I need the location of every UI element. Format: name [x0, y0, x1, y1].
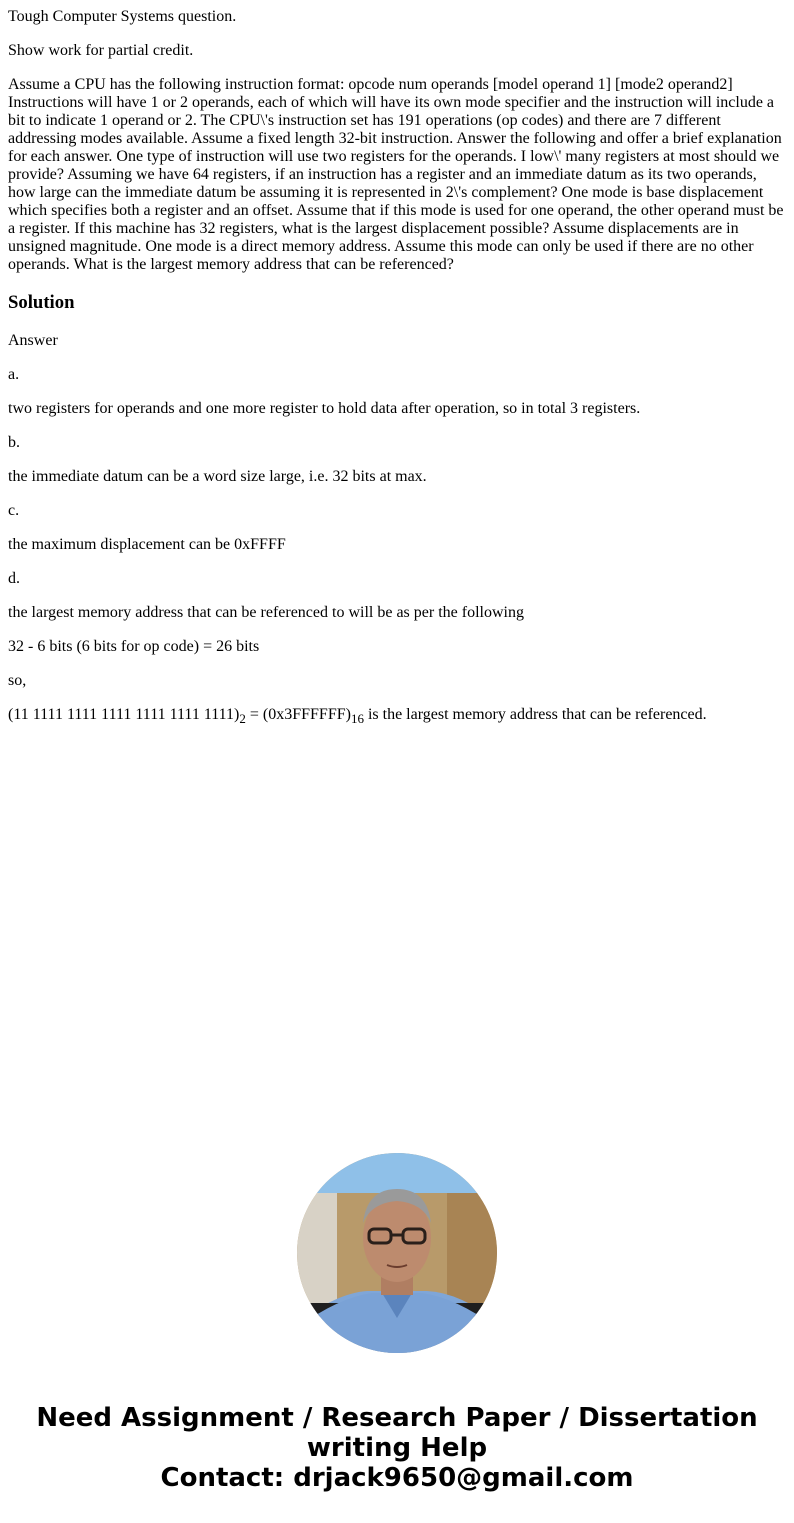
footer-line-1: Need Assignment / Research Paper / Dissertation: [36, 1403, 758, 1433]
answer-d-calc: 32 - 6 bits (6 bits for op code) = 26 bits: [8, 638, 260, 655]
answer-d-so: so,: [8, 672, 27, 689]
answer-c-text: the maximum displacement can be 0xFFFF: [8, 536, 286, 553]
answer-label: Answer: [8, 332, 58, 349]
footer-contact: Contact: drjack9650@gmail.com: [160, 1463, 634, 1493]
hex-value: = (0x3FFFFFF): [245, 706, 351, 723]
answer-d-label: d.: [8, 570, 20, 587]
footer-line-2: writing Help: [306, 1433, 488, 1463]
answer-a-text: two registers for operands and one more register to hold data after operation, so in total 3 registers.: [8, 400, 641, 417]
question-instruction: Show work for partial credit.: [8, 42, 194, 59]
document: [0, 0, 794, 724]
author-photo: [297, 1153, 497, 1353]
binary-base: 2: [239, 711, 246, 726]
hex-base: 16: [350, 711, 364, 726]
question-body: Assume a CPU has the following instruction format: opcode num operands [model operand 1] [mode2 operand2] Instructions will have 1 or 2 operands, each of which will have its own mode specifier and the instruction will include a bit to indicate 1 operand or 2. The CPU\'s instruction set has 191 operations (op codes) and there are 7 different addressing modes available. Assume a fixed length 32-bit instruction. Answer the following and offer a brief explanation for each answer. One type of instruction will use two registers for the operands. I low\' many registers at most should we provide? Assuming we have 64 registers, if an instruction has a register and an immediate datum as its two operands, how large can the immediate datum be assuming it is represented in 2\'s complement? One mode is base displacement which specifies both a register and an offset. Assume that if this mode is used for one operand, the other operand must be a register. If this machine has 32 registers, what is the largest displacement possible? Assume displacements are in unsigned magnitude. One mode is a direct memory address. Assume this mode can only be used if there are no other operands. What is the largest memory address that can be referenced?: [8, 76, 784, 273]
answer-b-label: b.: [8, 434, 20, 451]
solution-heading: Solution: [8, 292, 75, 313]
answer-a-label: a.: [8, 366, 20, 383]
binary-value: (11 1111 1111 1111 1111 1111 1111): [8, 706, 240, 723]
contact-footer: [0, 1403, 794, 1493]
answer-b-text: the immediate datum can be a word size large, i.e. 32 bits at max.: [8, 468, 427, 485]
question-title: Tough Computer Systems question.: [8, 8, 237, 25]
result-tail: is the largest memory address that can be referenced.: [363, 706, 707, 723]
answer-d-text: the largest memory address that can be referenced to will be as per the following: [8, 604, 524, 621]
answer-c-label: c.: [8, 502, 20, 519]
person-portrait-icon: [297, 1153, 497, 1353]
answer-d-result: [8, 706, 786, 724]
